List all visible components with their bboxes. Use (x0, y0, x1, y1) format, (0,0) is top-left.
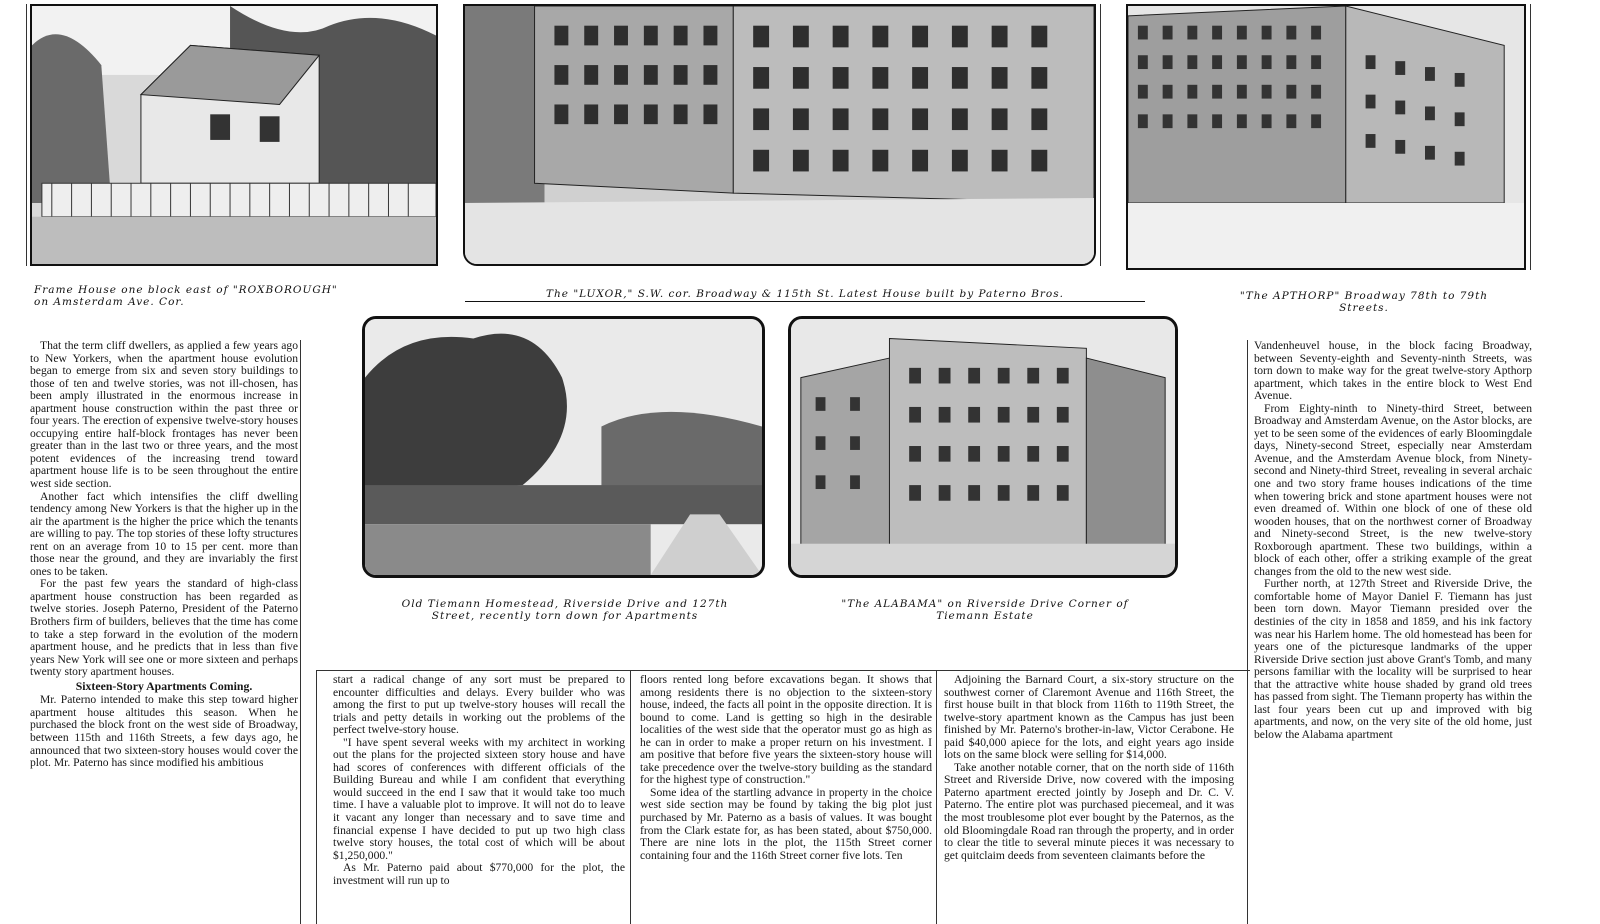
article-column-2 (333, 674, 625, 924)
caption-alabama: "The ALABAMA" on Riverside Drive Corner of Tiemann Estate (841, 598, 1129, 622)
apthorp-illustration (1128, 6, 1524, 268)
frame-house-illustration (32, 6, 436, 264)
paragraph: Vandenheuvel house, in the block facing Broadway, between Seventy-eighth and Seventy-ninth Streets, was torn down to make way for the great twelve-story Apthorp apartment, which takes in the entire block to West End Avenue. (1254, 340, 1532, 403)
paragraph: Further north, at 127th Street and Riverside Drive, the comfortable home of Mayor Daniel F. Tiemann has just been torn down. Mayor Tiemann presided over the destinies of the city in 1858 and 1859, and his ink factory was near his Harlem home. The old homestead has been for years one of the picturesque landmarks of the upper Riverside Drive section just above Grant's Tomb, and many persons familiar with the locality will be surprised to hear that the attractive white house shaded by grand old trees has passed from sight. The Tiemann property has within the last four years been cut up and improved with big apartments, and now, on the very site of the old home, just below the Alabama apartment (1254, 577, 1532, 741)
alabama-illustration (791, 319, 1175, 575)
article-column-4 (944, 674, 1234, 924)
column-rule (316, 670, 317, 924)
tiemann-illustration (365, 319, 762, 575)
paragraph: Some idea of the startling advance in property in the choice west side section may be found by taking the big plot just purchased by Mr. Paterno as a basis of values. It was bought from the Clark estate for, as has been stated, about $750,000. There are nine lots in the plot, the 115th Street corner containing four and the 116th Street corner five lots. Ten (640, 785, 932, 862)
paragraph: As Mr. Paterno paid about $770,000 for the plot, the investment will run up to (333, 861, 625, 887)
caption-tiemann: Old Tiemann Homestead, Riverside Drive and 127th Street, recently torn down for Apartments (401, 598, 729, 622)
photo-apthorp (1126, 4, 1526, 270)
column-rule (1530, 4, 1531, 270)
paragraph: "I have spent several weeks with my architect in working out the plans for the projected sixteen story house and have had scores of conferences with different officials of the Building Bureau and while I am confident that everything would succeed in the end I saw that it would take too much time. I have a valuable plot to improve. It will not do to leave it vacant any longer than necessary and to save time and financial expense I have decided to put up two high class twelve story houses, the total cost of which will be about $1,250,000." (333, 735, 625, 862)
photo-luxor (463, 4, 1096, 266)
column-rule (936, 670, 937, 924)
paragraph: Take another notable corner, that on the north side of 116th Street and Riverside Drive, now covered with the imposing Paterno apartment erected jointly by Joseph and Dr. C. V. Paterno. The entire plot was purchased piecemeal, and it was the most troublesome plot ever bought by the Paternos, as the old Bloomingdale Road ran through the property, and in order to clear the title to several minute pieces it was necessary to get quitclaim deeds from seventeen claimants before the (944, 760, 1234, 862)
paragraph: Mr. Paterno intended to make this step toward higher apartment house altitudes this season. When he purchased the block front on the west side of Broadway, between 115th and 116th Streets, a few days ago, he announced that two sixteen-story houses would cover the plot. Mr. Paterno has since modified his ambitious (30, 693, 298, 770)
paragraph: Another fact which intensifies the cliff dwelling tendency among New Yorkers is that the higher up in the air the apartment is the higher the price which the tenants are willing to pay. The top stories of these lofty structures rent on an average from 10 to 15 per cent. more than those near the ground, and they are invariably the first ones to be taken. (30, 489, 298, 578)
subheading: Sixteen-Story Apartments Coming. (75, 678, 253, 693)
luxor-illustration (465, 6, 1094, 264)
caption-frame-house: Frame House one block east of "ROXBOROUGH" on Amsterdam Ave. Cor. (34, 284, 338, 308)
paragraph: That the term cliff dwellers, as applied a few years ago to New Yorkers, when the apartment house evolution began to emerge from six and seven story buildings to those of ten and twelve stories, was not ill-chosen, has been amply illustrated in the enormous increase in apartment house construction within the past three or four years. The erection of expensive twelve-story houses occupying entire half-block frontages has never been greater than in the last two or three years, and the most potent evidences of the increasing trend toward apartment house life is to be seen throughout the entire west side section. (30, 340, 298, 491)
caption-luxor: The "LUXOR," S.W. cor. Broadway & 115th St. Latest House built by Paterno Bros. (465, 288, 1145, 302)
column-rule (630, 670, 631, 924)
column-rule (1247, 340, 1248, 924)
photo-alabama (788, 316, 1178, 578)
article-column-5 (1254, 340, 1532, 924)
caption-apthorp: "The APTHORP" Broadway 78th to 79th Streets. (1239, 290, 1489, 314)
column-rule (300, 340, 301, 924)
column-rule (26, 4, 27, 266)
article-column-3 (640, 674, 932, 924)
paragraph: From Eighty-ninth to Ninety-third Street, between Broadway and Amsterdam Avenue, on the Astor blocks, are yet to be seen some of the evidences of early Bloomingdale days, Ninety-second Street, especially near Amsterdam Avenue, and the Amsterdam Avenue block, from Ninety-second and Ninety-third Street, revealing in several archaic one and two story frame houses indications of the time when towering brick and stone apartment houses were not even dreamed of. Within one block of one of these old wooden houses, that on the northwest corner of Broadway and Ninety-second Street, is the new twelve-story Roxborough apartment. These two buildings, within a block of each other, offer a striking example of the great changes from the old to the new west side. (1254, 401, 1532, 578)
section-rule (316, 670, 1250, 671)
article-column-1 (30, 340, 298, 924)
paragraph: floors rented long before excavations began. It shows that among residents there is no objection to the sixteen-story house, indeed, the facts all point in the opposite direction. It is bound to come. Land is getting so high in the desirable localities of the west side that the operator must go as high as he can in order to make a proper return on his investment. I am positive that before five years the sixteen-story house will take precedence over the twelve-story building as the standard for the highest type of construction." (640, 674, 932, 787)
photo-tiemann-homestead (362, 316, 765, 578)
paragraph: For the past few years the standard of high-class apartment house construction has been regarded as twelve stories. Joseph Paterno, President of the Paterno Brothers firm of builders, believes that the time has come to take a step forward in the evolution of the modern apartment house, and he predicts that in less than five years New York will see one or more sixteen and perhaps twenty story apartment houses. (30, 577, 298, 679)
paragraph: start a radical change of any sort must be prepared to encounter difficulties and delays. Every builder who was among the first to put up twelve-story houses will recall the trials and petty details in working out the problems of the perfect twelve-story house. (333, 674, 625, 737)
paragraph: Adjoining the Barnard Court, a six-story structure on the southwest corner of Claremont Avenue and 116th Street, the first house built in that block from 116th to 119th Street, the twelve-story apartment known as the Campus has just been finished by Mr. Paterno's brother-in-law, Victor Cerabone. He paid $40,000 apiece for the lots, and eight years ago inside lots on the same block were selling for $14,000. (944, 674, 1234, 762)
photo-frame-house (30, 4, 438, 266)
column-rule (1100, 4, 1101, 266)
